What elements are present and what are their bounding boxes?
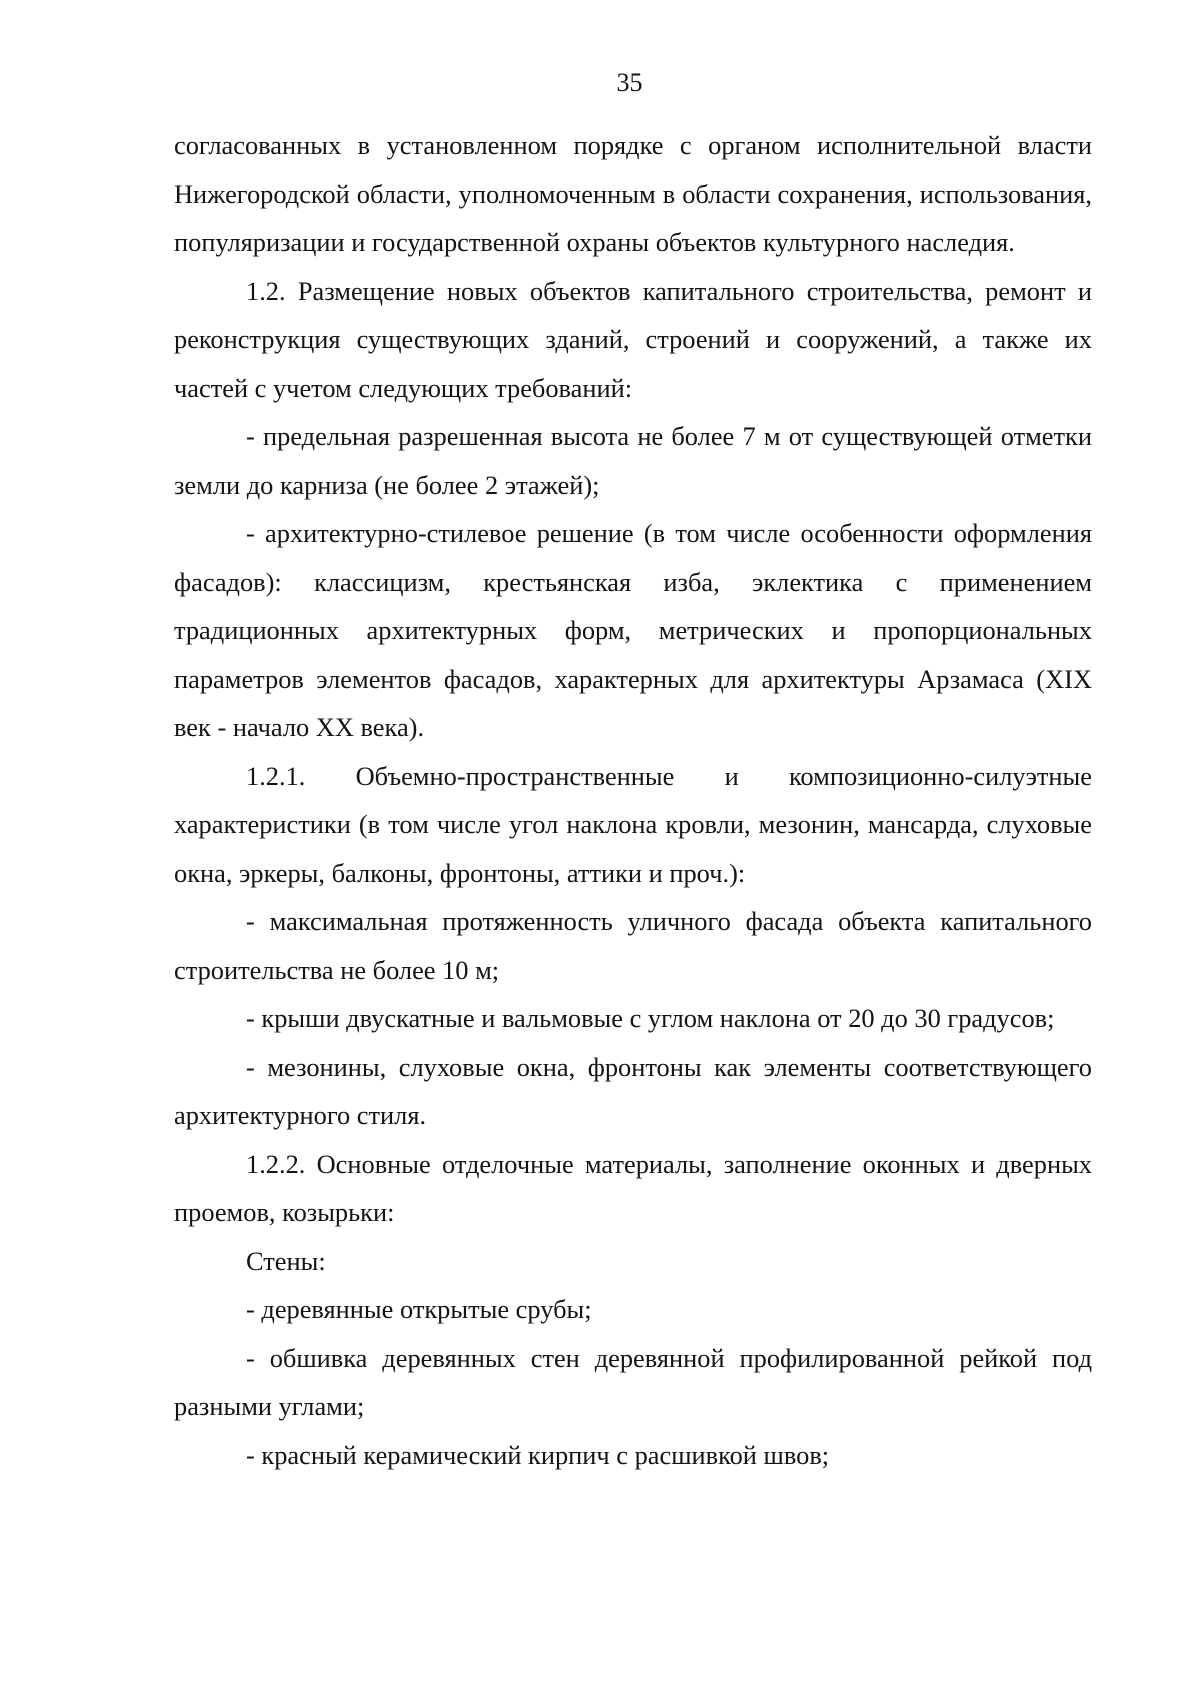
paragraph-wood-cladding: - обшивка деревянных стен деревянной профилированной рейкой под разными углами; <box>174 1342 1092 1421</box>
paragraph-continuation: согласованных в установленном порядке с органом исполнительной власти Нижегородской области, уполномоченным в области сохранения, использования, популяризации и государственной охраны объектов культурного наследия. <box>174 130 1092 257</box>
page-number: 35 <box>616 68 643 97</box>
paragraph-walls-heading: Стены: <box>246 1245 326 1276</box>
paragraph-architectural-style: - архитектурно-стилевое решение (в том числе особенности оформления фасадов): классицизм, крестьянская изба, эклектика с применением традиционных архитектурных форм, метрических и пропорциональных параметров элементов фасадов, характерных для архитектуры Арзамаса (XIX век - начало XX века). <box>174 518 1092 742</box>
paragraph-wooden-log-walls: - деревянные открытые срубы; <box>246 1294 592 1324</box>
document-body <box>174 121 1092 1479</box>
paragraph-red-brick: - красный керамический кирпич с расшивкой швов; <box>246 1439 830 1470</box>
paragraph-section-1-2-2: 1.2.2. Основные отделочные материалы, заполнение оконных и дверных проемов, козырьки: <box>174 1148 1092 1227</box>
paragraph-facade-length: - максимальная протяженность уличного фасада объекта капитального строительства не более 10 м; <box>174 906 1092 985</box>
paragraph-section-1-2-1: 1.2.1. Объемно-пространственные и композиционно-силуэтные характеристики (в том числе угол наклона кровли, мезонин, мансарда, слуховые окна, эркеры, балконы, фронтоны, аттики и проч.): <box>174 760 1092 888</box>
paragraph-height-limit: - предельная разрешенная высота не более 7 м от существующей отметки земли до карниза (не более 2 этажей); <box>174 421 1092 500</box>
paragraph-mezzanines: - мезонины, слуховые окна, фронтоны как элементы соответствующего архитектурного стиля. <box>174 1051 1092 1130</box>
paragraph-roofs: - крыши двускатные и вальмовые с углом наклона от 20 до 30 градусов; <box>246 1003 1055 1033</box>
paragraph-section-1-2: 1.2. Размещение новых объектов капитального строительства, ремонт и реконструкция существующих зданий, строений и сооружений, а также их частей с учетом следующих требований: <box>174 275 1092 403</box>
